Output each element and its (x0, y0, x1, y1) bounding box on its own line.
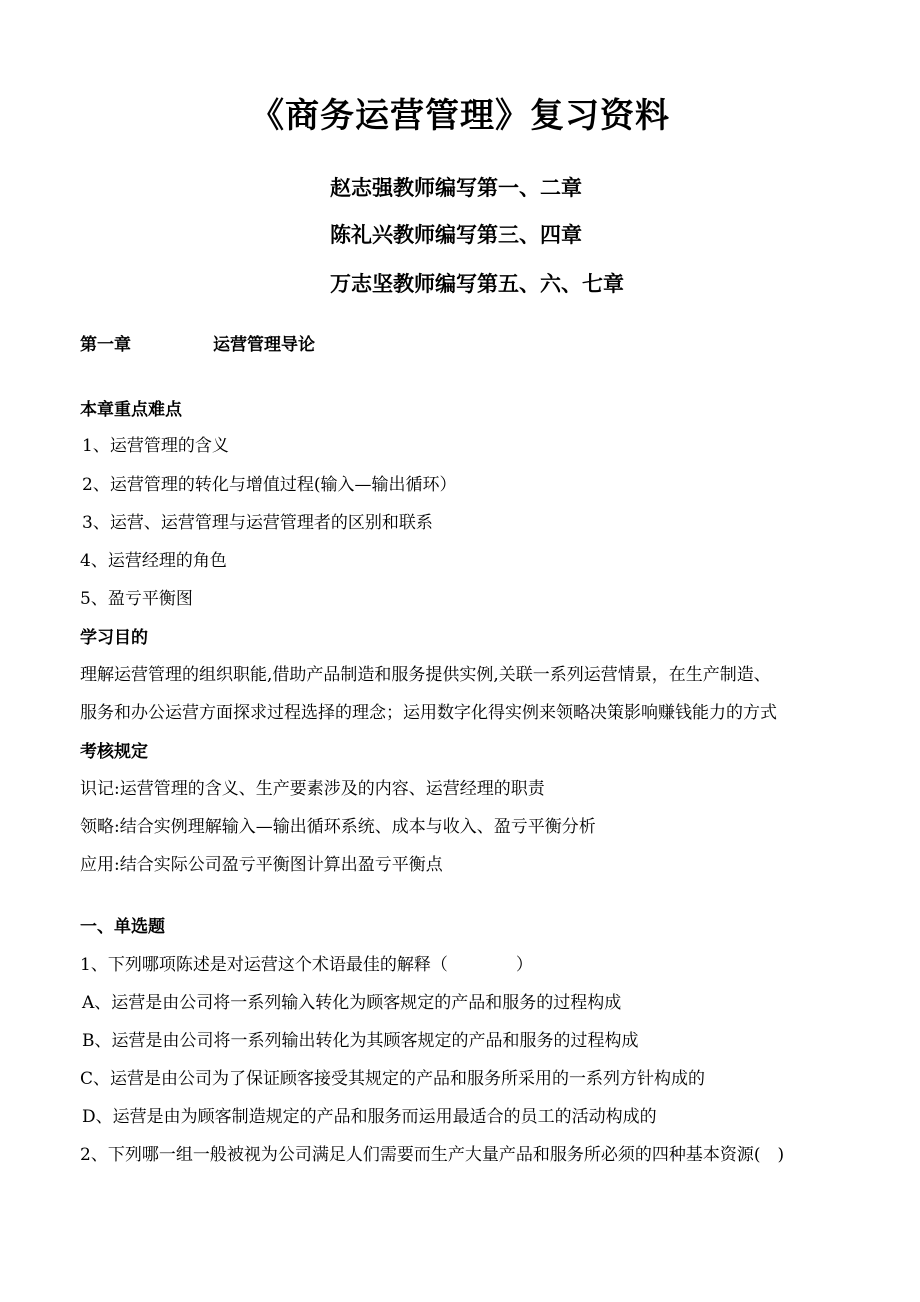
key-point-item: 3、运营、运营管理与运营管理者的区别和联系 (82, 513, 433, 533)
chapter-heading (80, 330, 315, 355)
section-heading: 一、单选题 (80, 917, 165, 937)
question-option: C、运营是由公司为了保证顾客接受其规定的产品和服务所采用的一系列方针构成的 (80, 1069, 706, 1089)
assessment-item: 领略:结合实例理解输入—输出循环系统、成本与收入、盈亏平衡分析 (80, 817, 596, 837)
author-line-2: 陈礼兴教师编写第三、四章 (330, 222, 582, 247)
question-stem: 2、下列哪一组一般被视为公司满足人们需要而生产大量产品和服务所必须的四种基本资源( ) (80, 1145, 785, 1165)
question-option: B、运营是由公司将一系列输出转化为其顾客规定的产品和服务的过程构成 (82, 1031, 639, 1051)
key-points-heading: 本章重点难点 (80, 400, 182, 420)
chapter-name: 运营管理导论 (213, 335, 315, 355)
chapter-number: 第一章 (80, 335, 131, 355)
document-title: 《商务运营管理》复习资料 (250, 96, 670, 136)
author-line-1: 赵志强教师编写第一、二章 (330, 175, 582, 200)
objectives-heading: 学习目的 (80, 628, 148, 648)
key-point-item: 2、运营管理的转化与增值过程(输入—输出循环） (82, 475, 457, 495)
objectives-line: 服务和办公运营方面探求过程选择的理念；运用数字化得实例来领略决策影响赚钱能力的方式 (80, 703, 777, 723)
question-option: A、运营是由公司将一系列输入转化为顾客规定的产品和服务的过程构成 (82, 993, 622, 1013)
author-line-3: 万志坚教师编写第五、六、七章 (330, 271, 624, 296)
key-point-item: 4、运营经理的角色 (80, 551, 227, 571)
assessment-heading: 考核规定 (80, 742, 148, 762)
key-point-item: 1、运营管理的含义 (82, 436, 229, 456)
question-stem: 1、下列哪项陈述是对运营这个术语最佳的解释（ ） (80, 955, 533, 975)
question-option: D、运营是由为顾客制造规定的产品和服务而运用最适合的员工的活动构成的 (82, 1107, 657, 1127)
assessment-item: 识记:运营管理的含义、生产要素涉及的内容、运营经理的职责 (80, 779, 545, 799)
assessment-item: 应用:结合实际公司盈亏平衡图计算出盈亏平衡点 (80, 855, 443, 875)
key-point-item: 5、盈亏平衡图 (80, 589, 193, 609)
objectives-line: 理解运营管理的组织职能,借助产品制造和服务提供实例,关联一系列运营情景，在生产制造、 (80, 665, 771, 685)
